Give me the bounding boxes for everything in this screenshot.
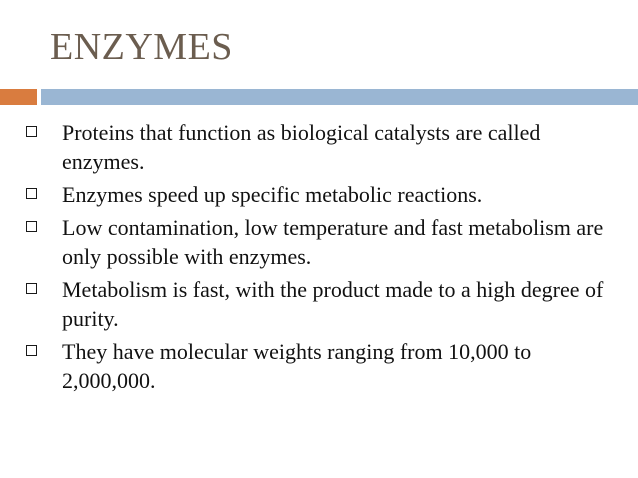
bullet-item: [26, 337, 626, 395]
bullet-item: [26, 180, 626, 209]
bullet-text: They have molecular weights ranging from 10,000 to 2,000,000.: [62, 339, 532, 393]
bullet-text: Proteins that function as biological catalysts are called enzymes.: [62, 120, 541, 174]
title-divider-bar: [41, 89, 638, 105]
bullet-item: [26, 275, 626, 333]
title-accent-bar: [0, 89, 37, 105]
bullet-item: [26, 118, 626, 176]
hollow-square-icon: [26, 188, 37, 199]
hollow-square-icon: [26, 345, 37, 356]
bullet-text: Low contamination, low temperature and fast metabolism are only possible with enzymes.: [62, 215, 604, 269]
slide-title: ENZYMES: [50, 26, 233, 68]
hollow-square-icon: [26, 126, 37, 137]
hollow-square-icon: [26, 283, 37, 294]
bullet-text: Metabolism is fast, with the product made to a high degree of purity.: [62, 277, 604, 331]
bullet-list: [26, 118, 626, 399]
bullet-text: Enzymes speed up specific metabolic reactions.: [62, 182, 483, 207]
hollow-square-icon: [26, 221, 37, 232]
bullet-item: [26, 213, 626, 271]
